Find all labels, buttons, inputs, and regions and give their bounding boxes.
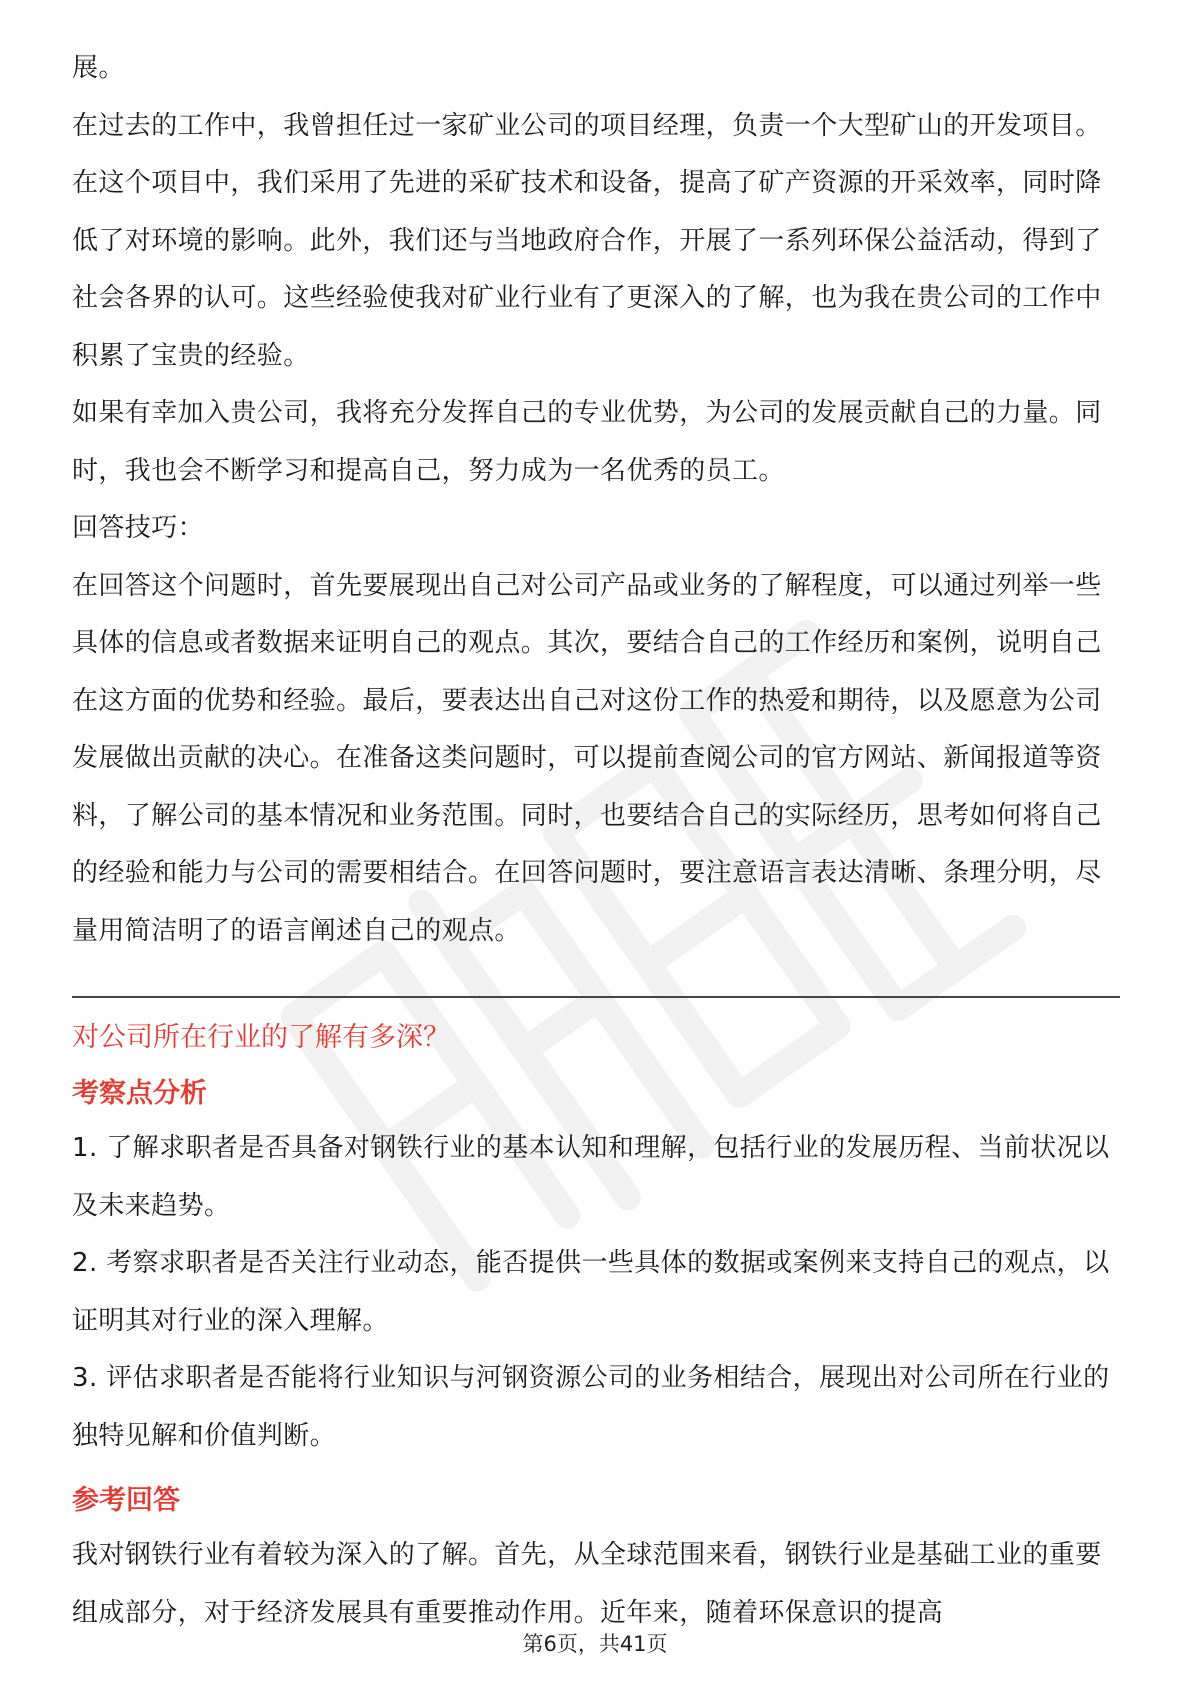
page-number-footer: 第6页，共41页 (522, 1632, 668, 1656)
page-content (72, 40, 1120, 1642)
paragraph-continuation: 展。 (72, 53, 125, 83)
paragraph-experience: 在过去的工作中，我曾担任过一家矿业公司的项目经理，负责一个大型矿山的开发项目。在这个项目中，我们采用了先进的采矿技术和设备，提高了矿产资源的开采效率，同时降低了对环境的影响。此外，我们还与当地政府合作，开展了一系列环保公益活动，得到了社会各界的认可。这些经验使我对矿业行业有了更深入的了解，也为我在贵公司的工作中积累了宝贵的经验。 (72, 110, 1102, 371)
reference-answer-heading: 参考回答 (72, 1485, 180, 1516)
analysis-item-2: 2. 考察求职者是否关注行业动态，能否提供一些具体的数据或案例来支持自己的观点，以证明其对行业的深入理解。 (72, 1248, 1110, 1336)
section-divider (72, 996, 1120, 998)
analysis-item-3: 3. 评估求职者是否能将行业知识与河钢资源公司的业务相结合，展现出对公司所在行业的独特见解和价值判断。 (72, 1363, 1110, 1451)
paragraph-commitment: 如果有幸加入贵公司，我将充分发挥自己的专业优势，为公司的发展贡献自己的力量。同时，我也会不断学习和提高自己，努力成为一名优秀的员工。 (72, 398, 1102, 486)
reference-answer-text: 我对钢铁行业有着较为深入的了解。首先，从全球范围来看，钢铁行业是基础工业的重要组成部分，对于经济发展具有重要推动作用。近年来，随着环保意识的提高 (72, 1540, 1102, 1628)
paragraph-tips: 在回答这个问题时，首先要展现出自己对公司产品或业务的了解程度，可以通过列举一些具体的信息或者数据来证明自己的观点。其次，要结合自己的工作经历和案例，说明自己在这方面的优势和经验。最后，要表达出自己对这份工作的热爱和期待，以及愿意为公司发展做出贡献的决心。在准备这类问题时，可以提前查阅公司的官方网站、新闻报道等资料，了解公司的基本情况和业务范围。同时，也要结合自己的实际经历，思考如何将自己的经验和能力与公司的需要相结合。在回答问题时，要注意语言表达清晰、条理分明，尽量用简洁明了的语言阐述自己的观点。 (72, 570, 1102, 946)
analysis-item-1: 1. 了解求职者是否具备对钢铁行业的基本认知和理解，包括行业的发展历程、当前状况以及未来趋势。 (72, 1133, 1110, 1221)
answer-tips-label: 回答技巧： (72, 513, 205, 543)
analysis-heading: 考察点分析 (72, 1078, 207, 1109)
question-title: 对公司所在行业的了解有多深？ (72, 1022, 450, 1053)
